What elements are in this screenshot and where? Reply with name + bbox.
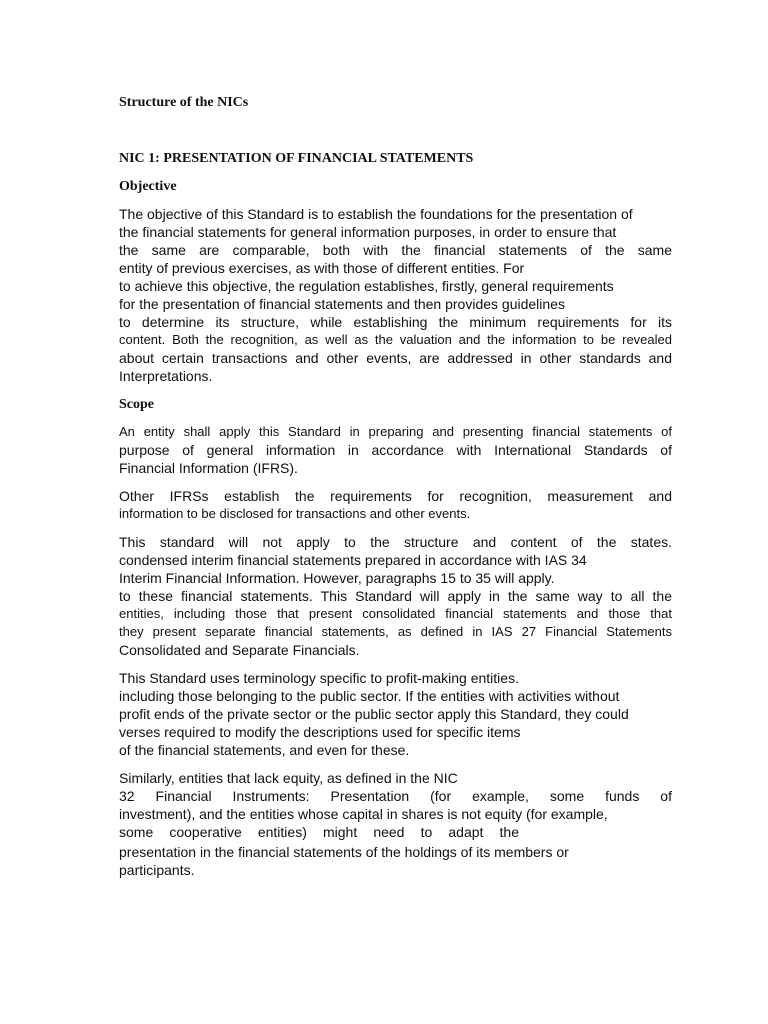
objective-line: the financial statements for general information purposes, in order to ensure that: [119, 224, 617, 240]
scope-p1-line: An entity shall apply this Standard in preparing and presenting financial statements of: [119, 424, 672, 439]
scope-p4-line: including those belonging to the public sector. If the entities with activities without: [119, 688, 620, 704]
objective-line: content. Both the recognition, as well as the valuation and the information to be revealed: [119, 332, 672, 347]
objective-line: for the presentation of financial statements and then provides guidelines: [119, 296, 565, 312]
scope-p5-line: 32 Financial Instruments: Presentation (for example, some funds of: [119, 788, 672, 804]
objective-line: to determine its structure, while establishing the minimum requirements for its: [119, 314, 672, 330]
scope-p3-line: to these financial statements. This Standard will apply in the same way to all the: [119, 588, 672, 604]
objective-line: to achieve this objective, the regulation establishes, firstly, general requirements: [119, 278, 614, 294]
section-title: NIC 1: PRESENTATION OF FINANCIAL STATEMENTS: [119, 151, 474, 166]
objective-line: Interpretations.: [119, 368, 213, 384]
scope-p4-line: verses required to modify the descriptions used for specific items: [119, 724, 521, 740]
scope-p4-line: This Standard uses terminology specific to profit-making entities.: [119, 670, 519, 686]
scope-p2-line: information to be disclosed for transactions and other events.: [119, 506, 471, 521]
scope-p3-line: condensed interim financial statements prepared in accordance with IAS 34: [119, 552, 587, 568]
scope-p5-line: Similarly, entities that lack equity, as defined in the NIC: [119, 770, 458, 786]
scope-p5-line: participants.: [119, 862, 195, 878]
objective-line: the same are comparable, both with the financial statements of the same: [119, 242, 672, 258]
scope-p3-line: they present separate financial statements, as defined in IAS 27 Financial Statements: [119, 624, 672, 639]
scope-p1-line: Financial Information (IFRS).: [119, 460, 298, 476]
scope-p1-line: purpose of general information in accordance with International Standards of: [119, 442, 672, 458]
objective-line: entity of previous exercises, as with those of different entities. For: [119, 260, 525, 276]
scope-p3-line: This standard will not apply to the structure and content of the states.: [119, 534, 672, 550]
objective-line: about certain transactions and other events, are addressed in other standards and: [119, 350, 672, 366]
objective-heading: Objective: [119, 179, 177, 194]
scope-p3-line: Interim Financial Information. However, paragraphs 15 to 35 will apply.: [119, 570, 555, 586]
scope-p3-line: entities, including those that present consolidated financial statements and those that: [119, 606, 672, 621]
scope-p5-line: presentation in the financial statements of the holdings of its members or: [119, 844, 569, 860]
scope-p5-line: some cooperative entities) might need to adapt the: [119, 824, 519, 840]
scope-p4-line: profit ends of the private sector or the public sector apply this Standard, they could: [119, 706, 629, 722]
scope-p4-line: of the financial statements, and even for these.: [119, 742, 410, 758]
scope-heading: Scope: [119, 397, 154, 412]
structure-heading: Structure of the NICs: [119, 95, 249, 110]
scope-p3-line: Consolidated and Separate Financials.: [119, 642, 360, 658]
objective-line: The objective of this Standard is to establish the foundations for the presentation of: [119, 206, 633, 222]
scope-p2-line: Other IFRSs establish the requirements for recognition, measurement and: [119, 488, 672, 504]
scope-p5-line: investment), and the entities whose capital in shares is not equity (for example,: [119, 806, 608, 822]
